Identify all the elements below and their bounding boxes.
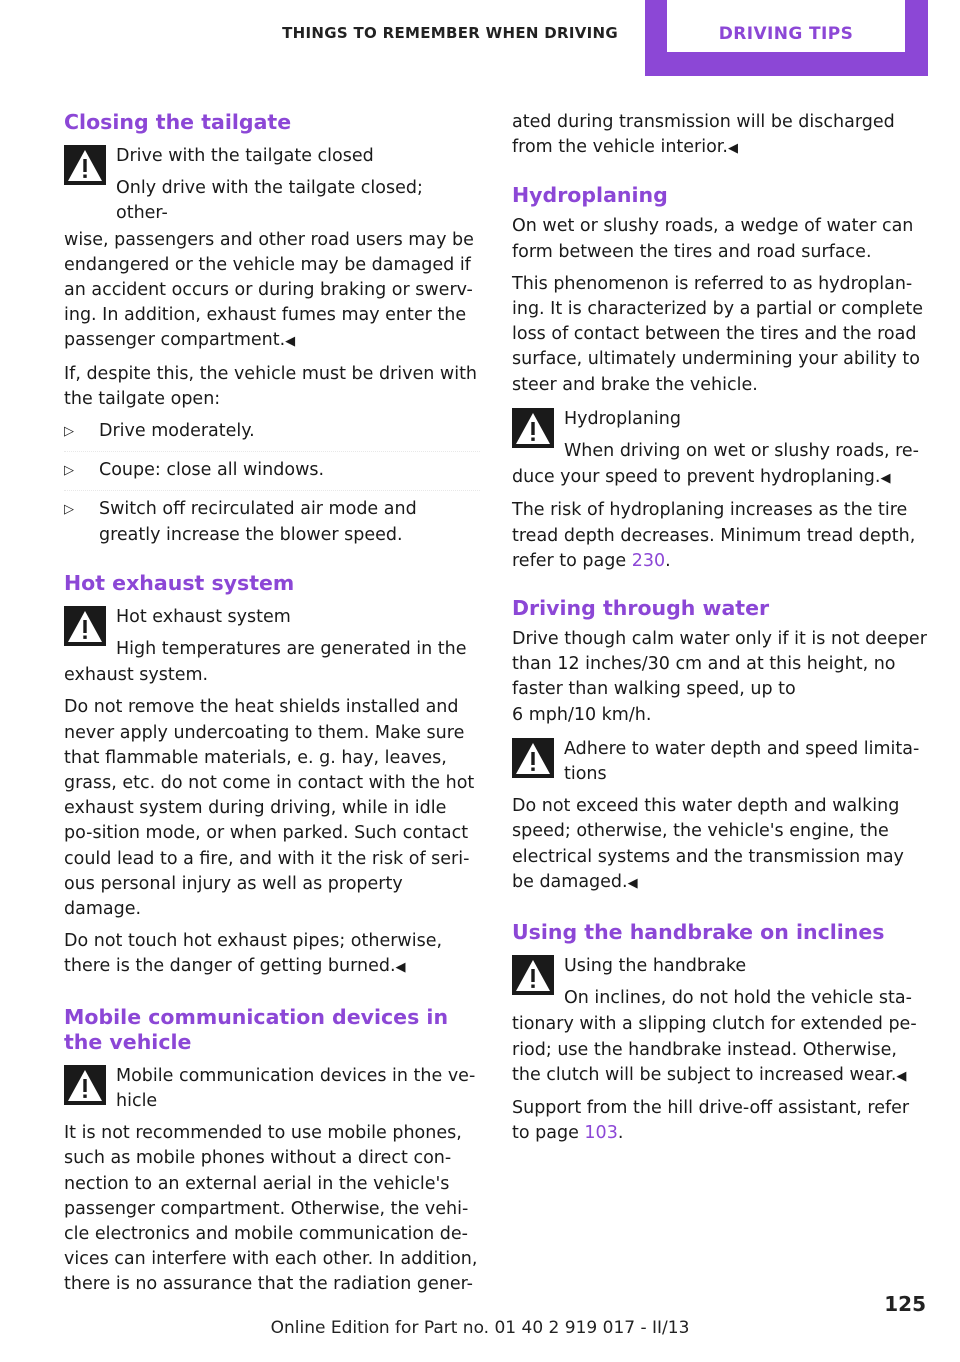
section-hot-exhaust: [64, 571, 480, 981]
running-header-section: THINGS TO REMEMBER WHEN DRIVING: [282, 24, 618, 42]
end-of-warning-icon: ◀: [627, 875, 638, 891]
warning-title: Using the handbrake: [564, 956, 747, 977]
page-number: 125: [884, 1292, 926, 1316]
paragraph: It is not recommended to use mobile phones, such as mobile phones without a direct con-nection to an external aerial in the vehicle's passenger compartment. Otherwise, the vehi-cle electronics and mobile communication de-vices can interfere with each other. In addition, there is no assurance that the radiation gener-: [64, 1123, 478, 1295]
chapter-tab: [645, 0, 928, 76]
warning-box: [64, 144, 480, 227]
paragraph: Drive though calm water only if it is not deeper than 12 inches/30 cm and at this height, no faster than walking speed, up to: [512, 629, 927, 700]
paragraph: Do not exceed this water depth and walking speed; otherwise, the vehicle's engine, the electrical systems and the transmission may be damaged.: [512, 796, 904, 892]
bullet-icon: ▷: [64, 502, 74, 518]
section-closing-tailgate: [64, 110, 480, 555]
warning-triangle-icon: [64, 606, 106, 646]
warning-text-continued: duce your speed to prevent hydroplaning.: [512, 467, 881, 488]
section-hydroplaning: Hydroplaning On wet or slushy roads, a wedge of water can form between the tires and road surface. This phenomenon is referred to as hydroplan-ing. It is characterized by a partial or complete loss of contact between the tires and the road surface, ultimately undermining your ability to steer and brake the vehicle. Hydroplaning When driving on wet or slushy roads, re- duce your speed to prevent hydroplaning.◀ The risk of hydroplaning increases as the tire tread depth decreases. Minimum tread depth, refer to page 230.: [512, 183, 928, 574]
warning-box: [512, 737, 928, 787]
section-heading: Mobile communication devices in the vehicle: [64, 1004, 449, 1054]
warning-text: When driving on wet or slushy roads, re-: [564, 441, 919, 462]
edition-footer: Online Edition for Part no. 01 40 2 919 017 - II/13: [270, 1318, 690, 1338]
warning-text: On inclines, do not hold the vehicle sta-: [564, 988, 912, 1009]
warning-triangle-icon: [512, 408, 554, 448]
list-item: ▷ Drive moderately.: [64, 419, 480, 452]
warning-text: Only drive with the tailgate closed; other-: [116, 178, 423, 224]
paragraph: If, despite this, the vehicle must be driven with the tailgate open:: [64, 363, 478, 409]
page-link-230[interactable]: 230: [631, 550, 666, 571]
warning-box: [512, 407, 928, 464]
paragraph: The risk of hydroplaning increases as the tire tread depth decreases. Minimum tread depth, refer to page: [512, 500, 916, 571]
section-heading: Hydroplaning: [512, 183, 668, 208]
warning-triangle-icon: [64, 145, 106, 185]
warning-text-continued: tionary with a slipping clutch for extended pe-riod; use the handbrake instead. Otherwise, the clutch will be subject to increased wear.: [512, 1014, 917, 1085]
warning-title: Hot exhaust system: [116, 606, 291, 627]
chapter-title: DRIVING TIPS: [667, 0, 905, 52]
section-heading: Driving through water: [512, 596, 770, 621]
warning-title: Hydroplaning: [564, 408, 681, 429]
section-heading: Using the handbrake on inclines: [512, 920, 885, 945]
end-of-warning-icon: ◀: [896, 1068, 907, 1084]
bullet-icon: ▷: [64, 463, 74, 479]
warning-triangle-icon: [64, 1065, 106, 1105]
warning-title: Drive with the tailgate closed: [116, 146, 374, 166]
paragraph: This phenomenon is referred to as hydroplan-ing. It is characterized by a partial or complete loss of contact between the tires and the road surface, ultimately undermining your ability to steer and brake the vehicle.: [512, 273, 924, 395]
paragraph: Do not remove the heat shields installed and never apply undercoating to them. Make sure that flammable materials, e. g. hay, leaves, grass, etc. do not come in contact with the hot exhaust system during driving, while in idle po-sition mode, or when parked. Such contact could lead to a fire, and with it the risk of seri-ous personal injury as well as property damage.: [64, 697, 475, 920]
list-item: ▷ Switch off recirculated air mode and greatly increase the blower speed.: [64, 499, 417, 545]
warning-triangle-icon: [512, 955, 554, 995]
section-heading: Hot exhaust system: [64, 570, 295, 595]
page-link-103[interactable]: 103: [584, 1123, 618, 1144]
paragraph: Support from the hill drive-off assistant, refer to page: [512, 1098, 910, 1144]
paragraph: Do not touch hot exhaust pipes; otherwise, there is the danger of getting burned.: [64, 931, 443, 977]
paragraph-continued: ated during transmission will be discharged from the vehicle interior.: [512, 112, 895, 158]
warning-triangle-icon: [512, 738, 554, 778]
bullet-list: [64, 419, 480, 555]
end-of-warning-icon: ◀: [285, 334, 296, 350]
warning-box: [64, 1064, 480, 1114]
left-column: [64, 110, 480, 1305]
list-item: ▷ Coupe: close all windows.: [64, 458, 480, 491]
section-handbrake-inclines: Using the handbrake on inclines Using the handbrake On inclines, do not hold the vehicle sta- tionary with a slipping clutch for extended pe-riod; use the handbrake instead. Otherwise, the clutch will be subject to increased wear.◀ Support from the hill drive-off assistant, refer to page 103.: [512, 920, 928, 1146]
end-of-warning-icon: ◀: [880, 471, 891, 487]
warning-box: [512, 954, 928, 1011]
warning-title: Adhere to water depth and speed limita-tions: [564, 738, 920, 785]
section-heading: Closing the tailgate: [64, 110, 292, 134]
end-of-warning-icon: ◀: [727, 141, 738, 157]
warning-box: [64, 605, 480, 662]
paragraph: On wet or slushy roads, a wedge of water can form between the tires and road surface.: [512, 216, 914, 262]
end-of-warning-icon: ◀: [395, 960, 406, 976]
right-column: [512, 110, 928, 1154]
warning-text: High temperatures are generated in the: [116, 639, 467, 660]
section-mobile-devices: [64, 1005, 480, 1298]
warning-text-continued: exhaust system.: [64, 665, 209, 686]
warning-title: Mobile communication devices in the ve-hicle: [116, 1065, 476, 1111]
warning-text-continued: wise, passengers and other road users may be endangered or the vehicle may be damaged if an accident occurs or during braking or swerv-ing. In addition, exhaust fumes may enter the passenger compartment.: [64, 229, 474, 351]
bullet-icon: ▷: [64, 424, 74, 440]
section-driving-through-water: Driving through water Drive though calm water only if it is not deeper than 12 inches/30 cm and at this height, no faster than walking speed, up to 6 mph/10 km/h. Adhere to water depth and speed limita-tions Do not exceed this water depth and walking speed; otherwise, the vehicle's engine, the electrical systems and the transmission may be damaged.◀: [512, 596, 927, 892]
